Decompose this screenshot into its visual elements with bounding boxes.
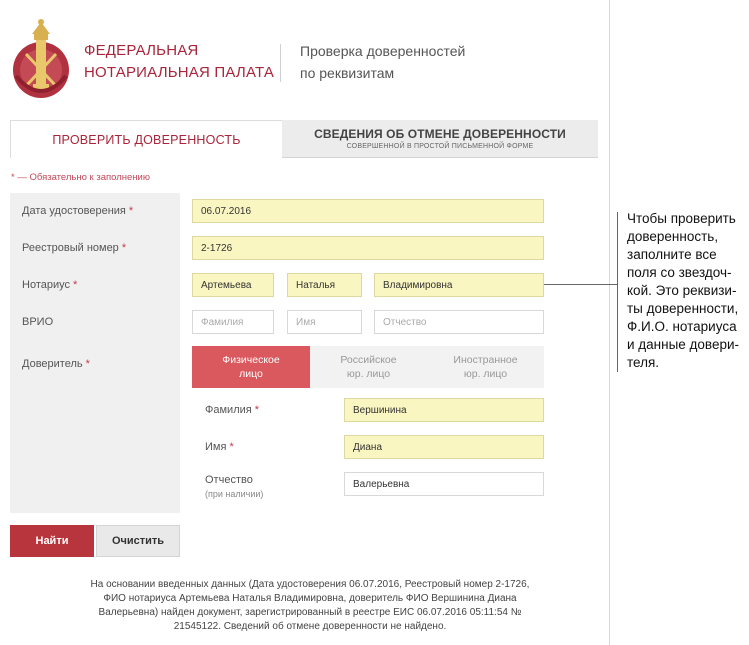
- callout-line: Ф.И.О. нотариуса: [627, 319, 737, 334]
- page-title: [300, 40, 465, 84]
- principal-label: Доверитель *: [22, 358, 90, 370]
- required-star: *: [11, 172, 15, 183]
- vrio-first-name-input[interactable]: Имя: [287, 310, 362, 334]
- callout-line: кой. Это реквизи-: [627, 283, 737, 298]
- foreign-entity-line-2: юр. лицо: [463, 368, 508, 380]
- notary-last-name-input[interactable]: Артемьева: [192, 273, 274, 297]
- russian-entity-line-2: юр. лицо: [346, 368, 391, 380]
- tab-check-poa[interactable]: [10, 120, 282, 158]
- title-line-2: по реквизитам: [300, 65, 395, 81]
- foreign-entity-line-1: Иностранное: [453, 354, 518, 366]
- principal-type-foreign-entity[interactable]: [427, 346, 544, 388]
- organization-name: [84, 40, 274, 84]
- callout-note: [627, 210, 747, 372]
- callout-line: доверенность,: [627, 229, 719, 244]
- vrio-middle-name-input[interactable]: Отчество: [374, 310, 544, 334]
- principal-last-name-label: Фамилия *: [205, 404, 259, 416]
- reg-number-input[interactable]: 2-1726: [192, 236, 544, 260]
- date-input[interactable]: 06.07.2016: [192, 199, 544, 223]
- tab-revocation-label: СВЕДЕНИЯ ОБ ОТМЕНЕ ДОВЕРЕННОСТИ: [314, 127, 566, 141]
- notary-first-name-input[interactable]: Наталья: [287, 273, 362, 297]
- individual-line-1: Физическое: [222, 354, 280, 366]
- notary-label: Нотариус *: [22, 279, 78, 291]
- header-divider: [280, 44, 281, 82]
- principal-middle-name-input[interactable]: Валерьевна: [344, 472, 544, 496]
- principal-type-individual[interactable]: [192, 346, 310, 388]
- callout-line: и данные довери-: [627, 337, 740, 352]
- notary-emblem-icon: [8, 14, 74, 106]
- result-line-2: ФИО нотариуса Артемьева Наталья Владимировна, доверитель ФИО Вершинина Диана: [103, 593, 517, 604]
- reg-number-label: Реестровый номер *: [22, 242, 127, 254]
- tab-revocation-info[interactable]: [282, 120, 598, 158]
- tab-revocation-sublabel: СОВЕРШЕННОЙ В ПРОСТОЙ ПИСЬМЕННОЙ ФОРМЕ: [346, 143, 534, 150]
- callout-line: поля со звездоч-: [627, 265, 732, 280]
- result-line-3: Валерьевна) найден документ, зарегистрированный в реестре ЕИС 06.07.2016 05:11:54 №: [98, 607, 522, 618]
- title-line-1: Проверка доверенностей: [300, 43, 466, 59]
- required-note-text: — Обязательно к заполнению: [17, 172, 150, 183]
- callout-line: теля.: [627, 355, 660, 370]
- principal-first-name-label: Имя *: [205, 441, 234, 453]
- result-message: [60, 578, 560, 634]
- individual-line-2: лицо: [239, 368, 263, 380]
- russian-entity-line-1: Российское: [340, 354, 397, 366]
- callout-bracket: [617, 212, 618, 372]
- vrio-label: ВРИО: [22, 316, 54, 328]
- principal-type-russian-entity[interactable]: [310, 346, 427, 388]
- labels-column: [10, 193, 180, 513]
- callout-line: заполните все: [627, 247, 717, 262]
- callout-line: Чтобы проверить: [627, 211, 736, 226]
- callout-line: ты доверенности,: [627, 301, 739, 316]
- find-button[interactable]: Найти: [10, 525, 94, 557]
- principal-first-name-input[interactable]: Диана: [344, 435, 544, 459]
- result-line-4: 21545122. Сведений об отмене доверенности не найдено.: [173, 621, 447, 632]
- principal-last-name-input[interactable]: Вершинина: [344, 398, 544, 422]
- tab-check-poa-label: ПРОВЕРИТЬ ДОВЕРЕННОСТЬ: [52, 132, 241, 147]
- principal-middle-name-hint: (при наличии): [205, 489, 264, 499]
- callout-connector: [544, 284, 618, 285]
- required-note: [11, 172, 150, 183]
- org-line-1: ФЕДЕРАЛЬНАЯ: [84, 42, 199, 59]
- org-line-2: НОТАРИАЛЬНАЯ ПАЛАТА: [84, 64, 275, 81]
- date-label: Дата удостоверения *: [22, 205, 134, 217]
- principal-middle-name-label: Отчество: [205, 474, 253, 486]
- notary-middle-name-input[interactable]: Владимировна: [374, 273, 544, 297]
- result-line-1: На основании введенных данных (Дата удостоверения 06.07.2016, Реестровый номер 2-1726,: [90, 579, 530, 590]
- clear-button[interactable]: Очистить: [96, 525, 180, 557]
- vrio-last-name-input[interactable]: Фамилия: [192, 310, 274, 334]
